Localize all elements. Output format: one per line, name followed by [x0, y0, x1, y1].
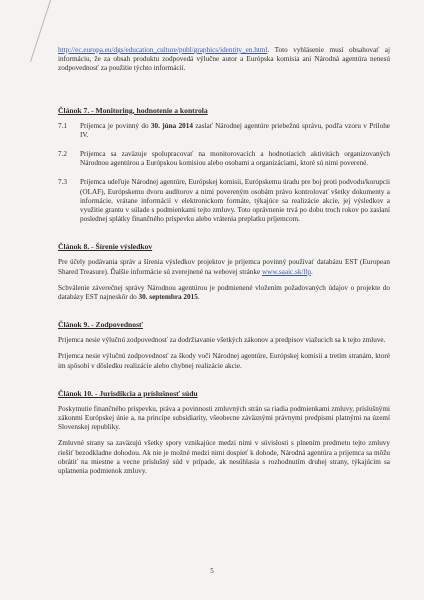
clause-text: Prijemca sa zaväzuje spolupracovať na monitorovacích a hodnotiacich aktivitách organizovaných Národnou agentúrou a Európskou komisiou alebo osobami a organizáciami, ktoré sú nimi poverené.: [80, 150, 390, 168]
identity-guidelines-link[interactable]: http://ec.europa.eu/dgs/education_culture/publ/graphics/identity_en.html: [58, 46, 268, 54]
intro-paragraph: http://ec.europa.eu/dgs/education_culture/publ/graphics/identity_en.html. Toto vyhlásenie musí obsahovať aj informáciu, že za obsah produktu zodpovedá výlučne autor a Európska komisia ani Národná agentúra nenesú zodpovednosť za použitie týchto informácií.: [58, 46, 390, 73]
clause-7-2: [58, 150, 390, 168]
article-7-heading: Článok 7. - Monitoring, hodnotenie a kontrola: [58, 105, 208, 115]
article-9-paragraph-2: Prijemca nesie výlučnú zodpovednosť za škody voči Národnej agentúre, Európskej komisii a tretím stranám, ktoré im spôsobí v dôsledku realizácie alebo chybnej realizácie akcie.: [58, 352, 390, 370]
deadline-date: 30. septembra 2015: [138, 293, 198, 302]
article-8-paragraph-1: Pre účely podávania správ a šírenia výsledkov projektov je prijemca povinný používať databázu EST (European Shared Treasure). Ďalšie informácie sú zverejnené na webovej stránke www.saaic.sk/llp.: [58, 258, 390, 276]
article-8-paragraph-2: Schválenie záverečnej správy Národnou agentúrou je podmienené vložením požadovaných údajov o projekte do databázy EST najneskôr do 30. septembra 2015.: [58, 283, 390, 302]
clause-number: 7.3: [58, 178, 67, 187]
clause-text: Prijemca udeľuje Národnej agentúre, Európskej komisii, Európskemu úradu pre boj proti podvodu/korupcii (OLAF), Európskemu dvoru audítorov a nimi povereným osobám právo kontrolovať všetky dokumenty a informácie, vrátane informácií v elektronickom formáte, týkajúce sa realizácie akcie, jej výsledkov a využitie grantu v súlade s podmienkami tejto zmluvy. Toto oprávnenie trvá po dobu troch rokov po zaslaní poslednej splátky finančného príspevku alebo vrátenia preplatku príjemcom.: [80, 178, 390, 224]
clause-number: 7.1: [58, 121, 67, 130]
clause-7-3: [58, 178, 390, 224]
article-10-heading: Článok 10. - Jurisdikcia a príslušnosť súdu: [58, 388, 198, 398]
clause-7-1: 7.1 Prijemca je povinný do 30. júna 2014 zaslať Národnej agentúre priebežnú správu, podľa vzoru v Prílohe IV.: [58, 121, 391, 139]
article-10-paragraph-2: Zmluvné strany sa zaväzujú všetky spory vznikajúce medzi nimi v súvislosti s plnením predmetu tejto zmluvy riešiť bezodkladne dohodou. Ak nie je možné medzi nimi dospieť k dohode, Národná agentúra a prijemca sa môžu obrátiť na miestne a vecne príslušný súd v prípade, ak nesúhlasia s rozhodnutím druhej strany, týkajúcim sa uplatnenia podmienok zmluvy.: [58, 439, 390, 476]
article-9-heading: Článok 9. - Zodpovednosť: [58, 320, 143, 330]
article-9-paragraph-1: Prijemca nesie výlučnú zodpovednosť za dodržiavanie všetkých zákonov a predpisov viažucich sa k tejto zmluve.: [58, 336, 386, 345]
saaic-link[interactable]: www.saaic.sk/llp: [261, 267, 312, 276]
article-10-paragraph-1: Poskytnutie finančného príspevku, práva a povinnosti zmluvných strán sa riadia podmienkami zmluvy, príslušnými zákonmi Európskej únie a, na princípe subsidiarity, všeobecne záväznými právnymi predpismi platnými na území Slovenskej republiky.: [58, 404, 390, 432]
page-number: 5: [210, 567, 214, 575]
page-content: [58, 46, 390, 476]
deadline-date: 30. júna 2014: [150, 121, 193, 130]
article-8-heading: Článok 8. - Šírenie výsledkov: [58, 242, 153, 252]
clause-number: 7.2: [58, 150, 67, 159]
